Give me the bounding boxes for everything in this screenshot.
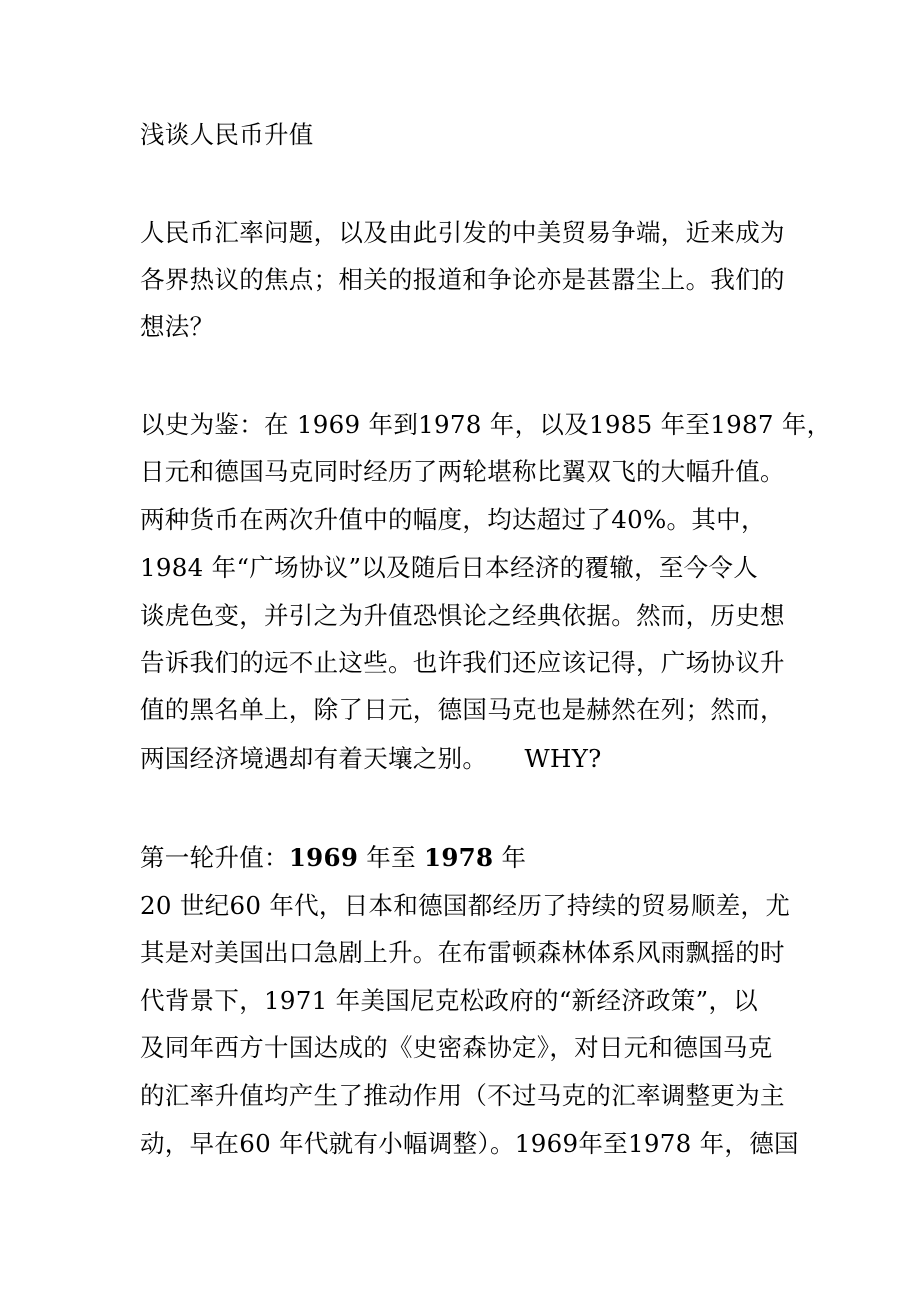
paragraph-2-line-6: 告诉我们的远不止这些。也许我们还应该记得，广场协议升 <box>140 648 785 677</box>
paragraph-2-line-4: 1984 年“广场协议”以及随后日本经济的覆辙，至今令人 <box>140 553 759 582</box>
section-heading-mid: 年至 <box>358 843 424 872</box>
document-title: 浅谈人民币升值 <box>140 120 314 149</box>
paragraph-2-line-3: 两种货币在两次升值中的幅度，均达超过了40%。其中， <box>140 505 766 534</box>
paragraph-2-line-2: 日元和德国马克同时经历了两轮堪称比翼双飞的大幅升值。 <box>140 457 785 486</box>
paragraph-1-line-2: 各界热议的焦点；相关的报道和争论亦是甚嚣尘上。我们的 <box>140 265 785 294</box>
paragraph-2-line-1: 以史为鉴：在 1969 年到1978 年，以及1985 年至1987 年， <box>140 410 832 439</box>
section-line-2: 其是对美国出口急剧上升。在布雷顿森林体系风雨飘摇的时 <box>140 938 785 967</box>
paragraph-2-line-5: 谈虎色变，并引之为升值恐惧论之经典依据。然而，历史想 <box>140 601 785 630</box>
section-heading <box>140 843 526 873</box>
section-heading-suffix: 年 <box>493 843 527 872</box>
section-line-3: 代背景下，1971 年美国尼克松政府的“新经济政策”，以 <box>140 986 759 1015</box>
paragraph-1-line-1: 人民币汇率问题，以及由此引发的中美贸易争端，近来成为 <box>140 218 785 247</box>
section-line-4: 及同年西方十国达成的《史密森协定》，对日元和德国马克 <box>140 1033 773 1062</box>
section-line-1: 20 世纪60 年代，日本和德国都经历了持续的贸易顺差，尤 <box>140 891 791 920</box>
section-heading-prefix: 第一轮升值： <box>140 843 289 872</box>
paragraph-1-line-3: 想法？ <box>140 312 215 341</box>
paragraph-2-line-8: 两国经济境遇却有着天壤之别。 WHY? <box>140 744 602 773</box>
section-heading-year-end: 1978 <box>423 843 494 872</box>
paragraph-2-line-7: 值的黑名单上，除了日元，德国马克也是赫然在列；然而， <box>140 695 785 724</box>
section-line-6: 动，早在60 年代就有小幅调整）。1969年至1978 年，德国 <box>140 1129 799 1158</box>
section-heading-year-start: 1969 <box>288 843 359 872</box>
section-line-5: 的汇率升值均产生了推动作用（不过马克的汇率调整更为主 <box>140 1081 785 1110</box>
